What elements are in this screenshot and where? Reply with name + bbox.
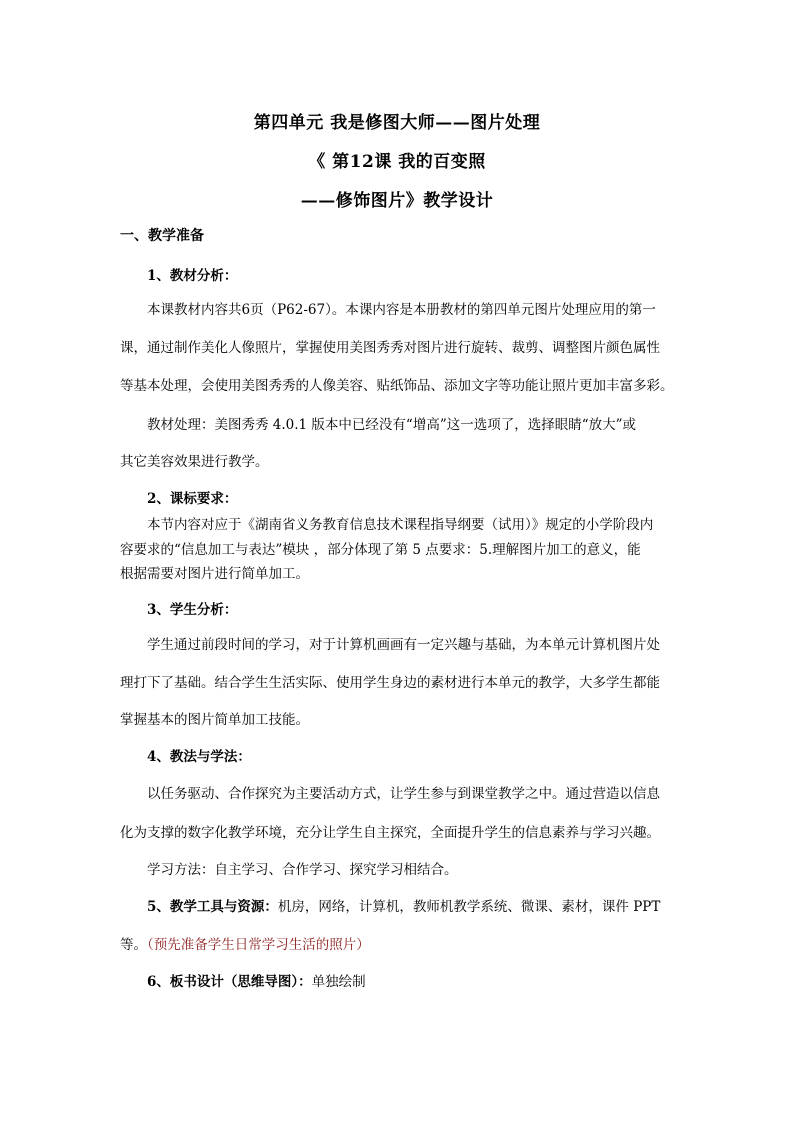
- subheading-textbook-analysis: 1、教材分析：: [147, 268, 238, 284]
- paragraph-line: 以任务驱动、合作探究为主要活动方式，让学生参与到课堂教学之中。通过营造以信息: [147, 786, 660, 802]
- paragraph-line: 等基本处理，会使用美图秀秀的人像美容、贴纸饰品、添加文字等功能让照片更加丰富多彩。: [120, 378, 674, 394]
- tools-resources-text: 机房，网络，计算机，教师机教学系统、微课、素材，课件 PPT: [277, 899, 661, 915]
- paragraph-line: 本节内容对应于《湖南省义务教育信息技术课程指导纲要（试用）》规定的小学阶段内: [147, 517, 654, 533]
- paragraph-line: 化为支撑的数字化教学环境，充分让学生自主探究，全面提升学生的信息素养与学习兴趣。: [120, 825, 660, 841]
- section-heading-teaching-prep: 一、教学准备: [120, 228, 204, 244]
- paragraph-line: 根据需要对图片进行简单加工。: [120, 566, 309, 582]
- subheading-curriculum-requirements: 2、课标要求：: [147, 491, 238, 507]
- paragraph-line: 掌握基本的图片简单加工技能。: [120, 712, 309, 728]
- paragraph-line: 课，通过制作美化人像照片，掌握使用美图秀秀对图片进行旋转、裁剪、调整图片颜色属性: [120, 340, 660, 356]
- tools-resources-line-2: [120, 933, 676, 953]
- paragraph-line: 学生通过前段时间的学习，对于计算机画画有一定兴趣与基础，为本单元计算机图片处: [147, 637, 660, 653]
- paragraph-line: 本课教材内容共6页（P62-67）。本课内容是本册教材的第四单元图片处理应用的第一: [147, 302, 656, 318]
- subheading-teaching-methods: 4、教法与学法：: [147, 749, 251, 765]
- board-design-text: 单独绘制: [311, 974, 366, 990]
- paragraph-line: 教材处理：美图秀秀 4.0.1 版本中已经没有“增高”这一选项了，选择眼睛“放大”或: [147, 417, 637, 433]
- lesson-title: 《 第12课 我的百变照: [308, 152, 486, 172]
- board-design-line: [147, 970, 676, 990]
- tools-resources-text-end: 等。: [120, 937, 147, 953]
- unit-title: 第四单元 我是修图大师——图片处理: [253, 113, 541, 133]
- paragraph-line: 学习方法：自主学习、合作学习、探究学习相结合。: [147, 862, 458, 878]
- paragraph-line: 理打下了基础。结合学生生活实际、使用学生身边的素材进行本单元的教学，大多学生都能: [120, 675, 660, 691]
- lesson-subtitle: ——修饰图片》教学设计: [300, 191, 494, 211]
- paragraph-line: 其它美容效果进行教学。: [120, 454, 269, 470]
- subheading-student-analysis: 3、学生分析：: [147, 602, 238, 618]
- subheading-board-design: 6、板书设计（思维导图）：: [147, 974, 312, 990]
- tools-resources-line: [147, 895, 676, 915]
- subheading-tools-resources: 5、教学工具与资源：: [147, 899, 278, 915]
- paragraph-line: 容要求的“信息加工与表达”模块 ，部分体现了第 5 点要求：5.理解图片加工的意义，能: [120, 542, 641, 558]
- preparation-note: （预先准备学生日常学习生活的照片）: [147, 937, 370, 953]
